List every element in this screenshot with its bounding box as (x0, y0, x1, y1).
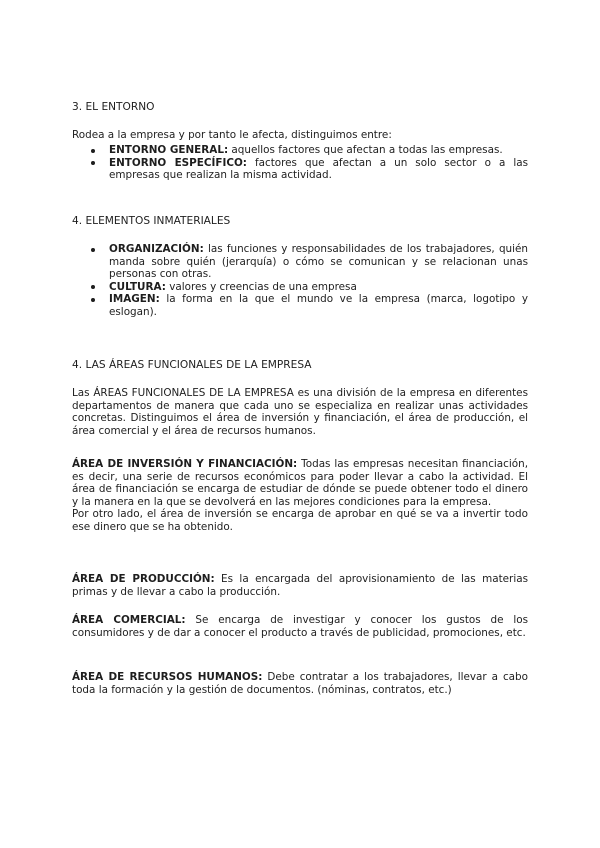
list-item (72, 293, 528, 318)
areas-intro: Las ÁREAS FUNCIONALES DE LA EMPRESA es una división de la empresa en diferentes departamentos de manera que cada uno se especializa en realizar unas actividades concretas. Distinguimos el área de inversión y financiación, el área de producción, el área comercial y el área de recursos humanos. (72, 387, 528, 437)
list-item (72, 281, 528, 294)
term: ÁREA DE PRODUCCIÓN: (72, 573, 215, 585)
definition: las funciones y responsabilidades de los trabajadores, quién manda sobre quién (jerarquía) o cómo se comunican y se relacionan unas personas con otras. (109, 243, 528, 280)
term: CULTURA: (109, 280, 166, 293)
definition: Todas las empresas necesitan financiación, es decir, una serie de recursos económicos para poder llevar a cabo la actividad. El área de financiación se encarga de estudiar de dónde se puede obtener todo el dinero y la manera en la que se devolverá en las mejores condiciones para la empresa. (72, 458, 529, 508)
heading-areas: 4. LAS ÁREAS FUNCIONALES DE LA EMPRESA (72, 359, 312, 371)
definition: aquellos factores que afectan a todas las empresas. (228, 144, 503, 156)
area-inversion-paragraph (72, 458, 528, 533)
term: ÁREA DE RECURSOS HUMANOS: (72, 671, 263, 683)
definition: Se encarga de investigar y conocer los gustos de los consumidores y de dar a conocer el producto a través de publicidad, promociones, etc. (72, 614, 528, 639)
area-produccion-paragraph (72, 573, 528, 598)
definition: Debe contratar a los trabajadores, llevar a cabo toda la formación y la gestión de documentos. (nóminas, contratos, etc.) (72, 671, 528, 696)
entorno-intro: Rodea a la empresa y por tanto le afecta, distinguimos entre: (72, 129, 392, 141)
area-inversion-text-2: Por otro lado, el área de inversión se encarga de aprobar en qué se va a invertir todo ese dinero que se ha obtenido. (72, 508, 528, 533)
definition: Es la encargada del aprovisionamiento de las materias primas y de llevar a cabo la producción. (72, 573, 528, 598)
term: IMAGEN: (109, 293, 160, 305)
area-rrhh-paragraph (72, 671, 528, 696)
entorno-list (72, 144, 528, 182)
term: ENTORNO GENERAL: (109, 144, 229, 156)
list-item (72, 144, 528, 157)
heading-inmateriales: 4. ELEMENTOS INMATERIALES (72, 215, 231, 227)
heading-entorno: 3. EL ENTORNO (72, 101, 155, 113)
list-item (72, 243, 528, 281)
area-comercial-paragraph (72, 614, 528, 639)
inmateriales-list (72, 243, 528, 318)
definition: la forma en la que el mundo ve la empresa (marca, logotipo y eslogan). (109, 293, 528, 318)
definition: valores y creencias de una empresa (165, 280, 357, 293)
term: ORGANIZACIÓN: (109, 243, 204, 255)
term: ÁREA COMERCIAL: (72, 614, 186, 626)
definition: factores que afectan a un solo sector o a las empresas que realizan la misma actividad. (109, 156, 528, 181)
area-inversion-text (72, 458, 528, 508)
term: ÁREA DE INVERSIÓN Y FINANCIACIÓN: (72, 458, 298, 470)
list-item (72, 157, 528, 182)
term: ENTORNO ESPECÍFICO: (109, 156, 247, 169)
